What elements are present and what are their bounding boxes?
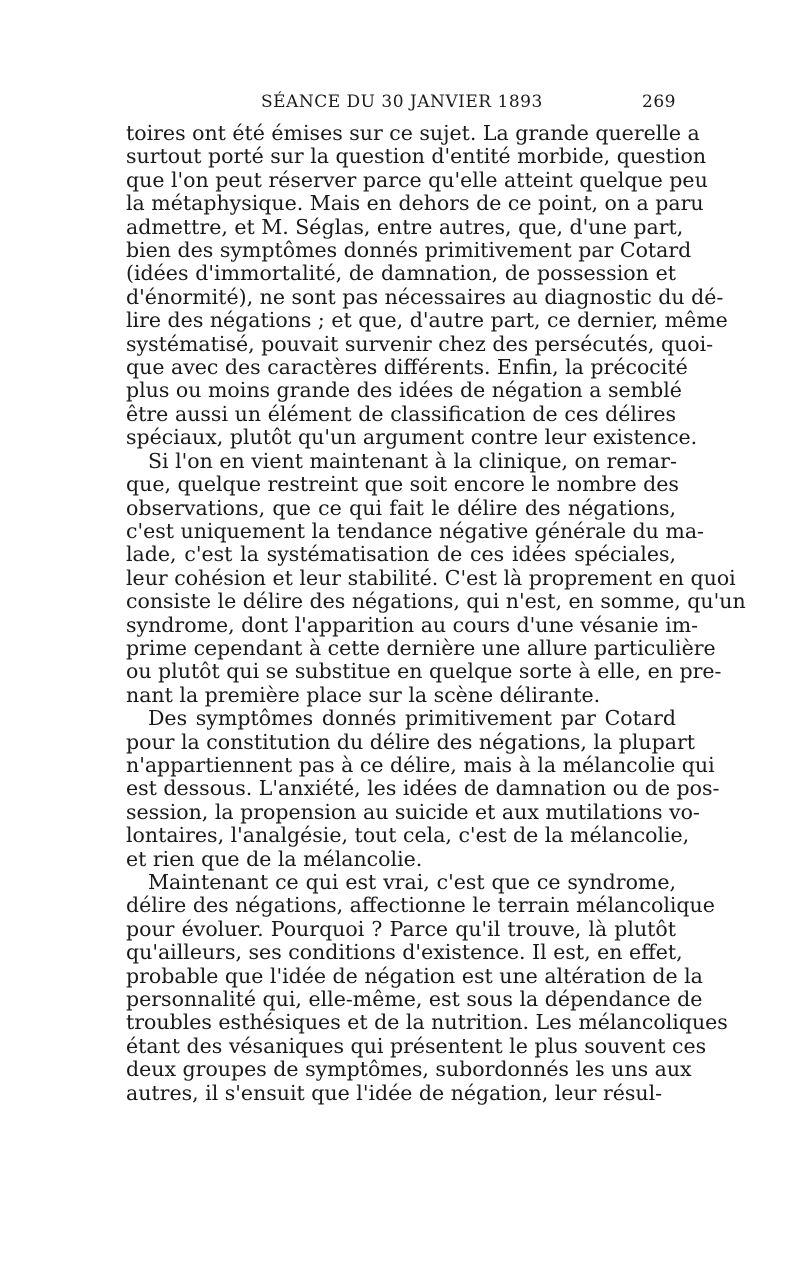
paragraph [126,706,720,871]
paragraph [126,870,728,1105]
text-line: ou plutôt qui se substitue en quelque sorte à elle, en pre- [126,659,722,684]
paragraph [126,121,728,450]
text-line: être aussi un élément de classification de ces délires [126,401,676,426]
text-line: Maintenant ce qui est vrai, c'est que ce syndrome, [148,870,676,894]
text-line: leur cohésion et leur stabilité. C'est là proprement en quoi [126,565,736,590]
text-line: (idées d'immortalité, de damnation, de possession et [126,261,676,286]
text-line: qu'ailleurs, ses conditions d'existence. Il est, en effet, [126,940,683,965]
paragraph [126,448,746,707]
text-line: nant la première place sur la scène délirante. [126,682,601,707]
text-line: et rien que de la mélancolie. [126,846,423,871]
text-line: personnalité qui, elle-même, est sous la dépendance de [126,987,703,1012]
body-text [126,121,746,1105]
text-line: deux groupes de symptômes, subordonnés les uns aux [126,1057,692,1082]
text-line: que, quelque restreint que soit encore le nombre des [126,472,679,497]
text-line: la métaphysique. Mais en dehors de ce point, on a paru [126,191,704,216]
text-line: lade, c'est la systématisation de ces idées spéciales, [126,542,676,567]
text-line: délire des négations, affectionne le terrain mélancolique [126,893,715,918]
text-line: prime cependant à cette dernière une allure particulière [126,635,716,660]
running-title: SÉANCE DU 30 JANVIER 1893 [261,92,543,112]
text-line: lontaires, l'analgésie, tout cela, c'est de la mélancolie, [126,823,690,848]
text-line: est dessous. L'anxiété, les idées de damnation ou de pos- [126,776,720,801]
text-line: bien des symptômes donnés primitivement par Cotard [126,238,692,263]
text-line: probable que l'idée de négation est une altération de la [126,963,703,988]
text-line: autres, il s'ensuit que l'idée de négation, leur résul- [126,1080,663,1105]
text-line: d'énormité), ne sont pas nécessaires au diagnostic du dé- [126,284,724,309]
text-line: observations, que ce qui fait le délire des négations, [126,495,676,520]
text-line: plus ou moins grande des idées de négation a semblé [126,378,682,403]
text-line: étant des vésaniques qui présentent le plus souvent ces [126,1033,707,1058]
text-line: consiste le délire des négations, qui n'est, en somme, qu'un [126,589,746,614]
text-line: troubles esthésiques et de la nutrition. Les mélancoliques [126,1010,728,1035]
text-line: n'appartiennent pas à ce délire, mais à la mélancolie qui [126,752,715,777]
running-head [126,92,676,122]
text-line: surtout porté sur la question d'entité morbide, question [126,144,707,169]
book-page [126,92,746,1105]
text-line: pour évoluer. Pourquoi ? Parce qu'il trouve, là plutôt [126,916,676,941]
text-line: Des symptômes donnés primitivement par Cotard [148,706,676,731]
text-line: que l'on peut réserver parce qu'elle atteint quelque peu [126,167,708,192]
text-line: que avec des caractères différents. Enfin, la précocité [126,355,688,380]
text-line: pour la constitution du délire des négations, la plupart [126,729,695,754]
text-line: systématisé, pouvait survenir chez des persécutés, quoi- [126,331,714,356]
text-line: lire des négations ; et que, d'autre part, ce dernier, même [126,308,728,333]
text-line: session, la propension au suicide et aux mutilations vo- [126,799,700,824]
text-line: Si l'on en vient maintenant à la clinique, on remar- [148,448,677,473]
text-line: c'est uniquement la tendance négative générale du ma- [126,518,704,543]
text-line: admettre, et M. Séglas, entre autres, que, d'une part, [126,214,684,239]
page-number: 269 [642,92,676,112]
text-line: spéciaux, plutôt qu'un argument contre leur existence. [126,425,698,450]
text-line: syndrome, dont l'apparition au cours d'une vésanie im- [126,612,699,637]
text-line: toires ont été émises sur ce sujet. La grande querelle a [126,121,700,145]
